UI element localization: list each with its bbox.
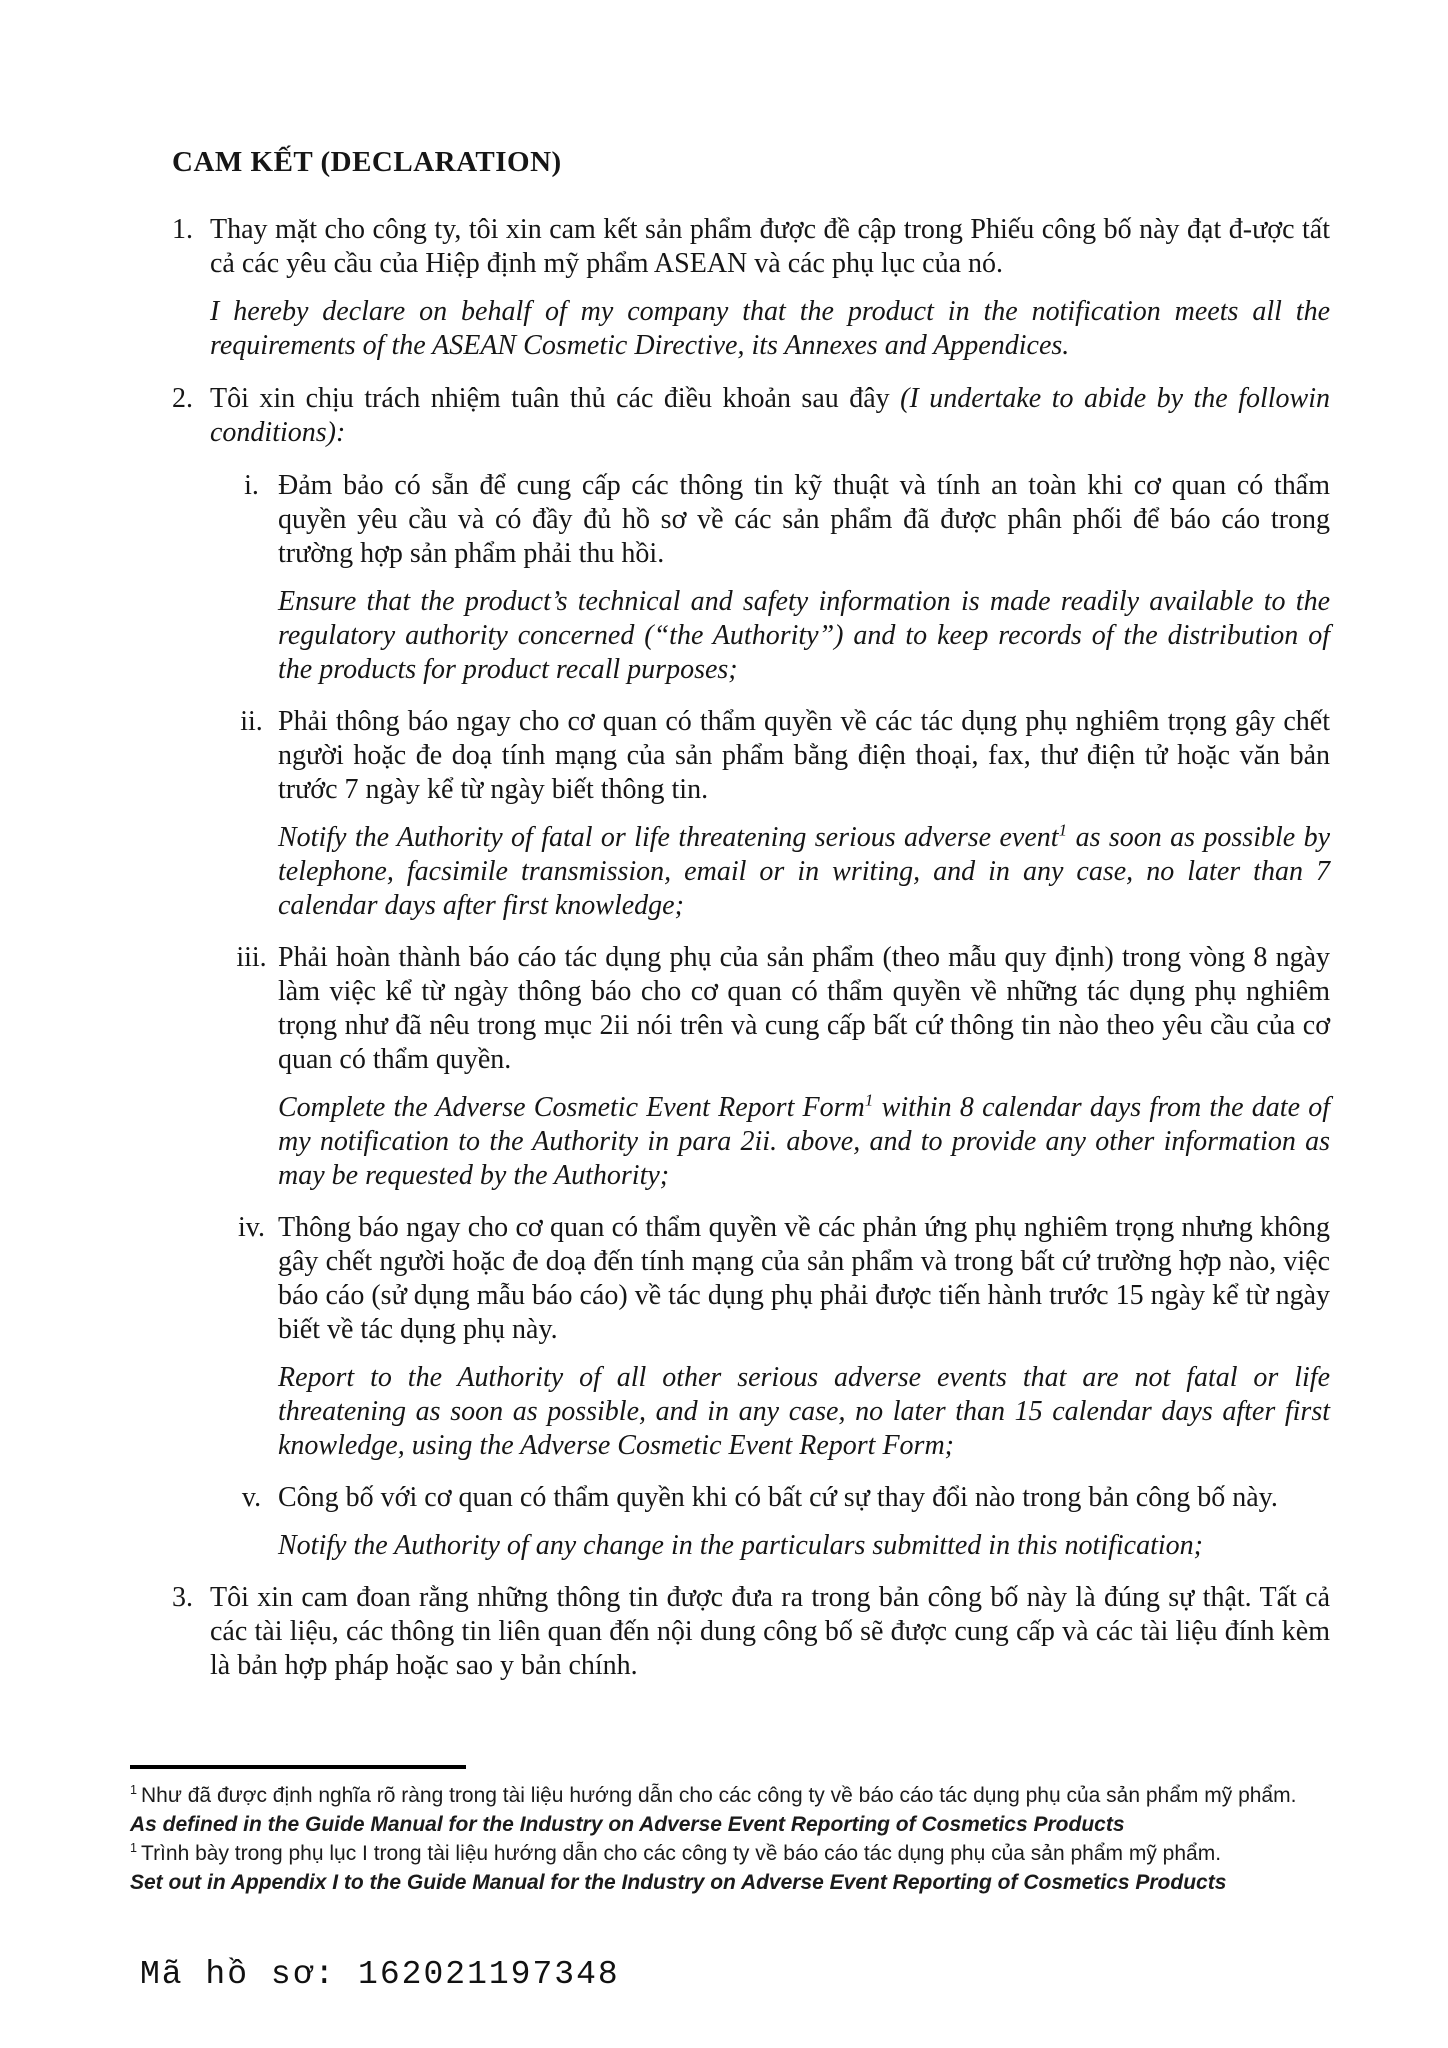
- declaration-item-2: [172, 382, 1330, 464]
- condition-iv-body: [278, 1211, 1330, 1477]
- condition-ii-body: [278, 705, 1330, 937]
- item-1-english-text: I hereby declare on behalf of my company that the product in the notification meets all the requirements of the ASEAN Cosmetic Directive, its Annexes and Appendices.: [210, 296, 1330, 361]
- condition-iii-vietnamese-text: Phải hoàn thành báo cáo tác dụng phụ của sản phẩm (theo mẫu quy định) trong vòng 8 ngày làm việc kể từ ngày thông báo cho cơ quan có thẩm quyền về những tác dụng phụ nghiêm trọng như đã nêu trong mục 2ii nói trên và cung cấp bất cứ thông tin nào theo yêu cầu của cơ quan có thẩm quyền.: [278, 942, 1330, 1075]
- condition-item-i: [225, 469, 1330, 701]
- item-3-marker: 3.: [172, 1582, 193, 1613]
- condition-v-english-text: [278, 1529, 1330, 1563]
- item-1-marker: 1.: [172, 214, 193, 245]
- footnote-1-vietnamese: [130, 1781, 1330, 1810]
- item-3-body: [210, 1581, 1330, 1697]
- condition-i-marker: i.: [244, 470, 259, 501]
- footnote-1-text: Như đã được định nghĩa rõ ràng trong tài liệu hướng dẫn cho các công ty về báo cáo tác dụng phụ của sản phẩm mỹ phẩm.: [141, 1784, 1297, 1807]
- item-1-body: [210, 213, 1330, 377]
- condition-item-iii: [225, 941, 1330, 1207]
- footnote-separator: [130, 1765, 466, 1769]
- footnote-reference: 1: [1058, 820, 1068, 840]
- footnote-2-text: Trình bày trong phụ lục I trong tài liệu hướng dẫn cho các công ty về báo cáo tác dụng phụ của sản phẩm mỹ phẩm.: [141, 1842, 1222, 1865]
- condition-ii-english-rest: as soon as possible by telephone, facsimile transmission, email or in writing, and in any case, no later than 7 calendar days after first knowledge;: [278, 822, 1330, 921]
- condition-v-vietnamese-text: Công bố với cơ quan có thẩm quyền khi có bất cứ sự thay đổi nào trong bản công bố này.: [278, 1482, 1278, 1513]
- item-2-marker: 2.: [172, 383, 193, 414]
- condition-v-body: [278, 1481, 1330, 1577]
- footnote-reference: 1: [864, 1090, 874, 1110]
- condition-iv-marker: iv.: [238, 1212, 265, 1243]
- declaration-item-3: [172, 1581, 1330, 1697]
- file-code: [140, 1958, 620, 1992]
- condition-v-marker: v.: [241, 1482, 262, 1513]
- condition-iv-vietnamese-text: Thông báo ngay cho cơ quan có thẩm quyền về các phản ứng phụ nghiêm trọng nhưng không gây chết người hoặc đe doạ đến tính mạng của sản phẩm và trong bất cứ trường hợp nào, việc báo cáo (sử dụng mẫu báo cáo) về tác dụng phụ phải được tiến hành trước 15 ngày kể từ ngày biết về tác dụng phụ này.: [278, 1212, 1330, 1345]
- item-2-body: [210, 382, 1330, 464]
- condition-item-ii: [225, 705, 1330, 937]
- footnote-section: [130, 1765, 1330, 1897]
- condition-v-english-main: Notify the Authority of any change in the particulars submitted in this notification;: [278, 1530, 1203, 1561]
- condition-i-vietnamese-text: Đảm bảo có sẵn để cung cấp các thông tin kỹ thuật và tính an toàn khi cơ quan có thẩm quyền yêu cầu và có đầy đủ hồ sơ về các sản phẩm đã được phân phối để báo cáo trong trường hợp sản phẩm phải thu hồi.: [278, 470, 1330, 569]
- item-1-vietnamese-text: Thay mặt cho công ty, tôi xin cam kết sản phẩm được đề cập trong Phiếu công bố này đạt đ-ược tất cả các yêu cầu của Hiệp định mỹ phẩm ASEAN và các phụ lục của nó.: [210, 214, 1330, 279]
- condition-i-body: [278, 469, 1330, 701]
- condition-iii-marker: iii.: [236, 942, 267, 973]
- condition-ii-vietnamese-text: Phải thông báo ngay cho cơ quan có thẩm quyền về các tác dụng phụ nghiêm trọng gây chết người hoặc đe doạ tính mạng của sản phẩm bằng điện thoại, fax, thư điện tử hoặc văn bản trước 7 ngày kể từ ngày biết thông tin.: [278, 706, 1330, 805]
- condition-item-v: [225, 1481, 1330, 1577]
- document-title: CAM KẾT (DECLARATION): [172, 146, 562, 178]
- condition-iv-english-text: [278, 1361, 1330, 1463]
- item-3-vietnamese-text: Tôi xin cam đoan rằng những thông tin được đưa ra trong bản công bố này là đúng sự thật. Tất cả các tài liệu, các thông tin liên quan đến nội dung công bố sẽ được cung cấp và các tài liệu đính kèm là bản hợp pháp hoặc sao y bản chính.: [210, 1582, 1330, 1681]
- footnote-2-marker: 1: [130, 1841, 138, 1855]
- item-2-english-inline: (I undertake to abide by the followin conditions):: [210, 383, 1330, 448]
- condition-ii-marker: ii.: [240, 706, 263, 737]
- condition-ii-english-text: [278, 821, 1330, 923]
- condition-iv-english-main: Report to the Authority of all other serious adverse events that are not fatal or life threatening as soon as possible, and in any case, no later than 15 calendar days after first knowledge, using the Adverse Cosmetic Event Report Form;: [278, 1362, 1330, 1461]
- condition-item-iv: [225, 1211, 1330, 1477]
- condition-iii-english-text: [278, 1091, 1330, 1193]
- file-code-value: 162021197348: [358, 1956, 620, 1993]
- condition-ii-english-main: Notify the Authority of fatal or life threatening serious adverse event: [278, 822, 1059, 853]
- condition-iii-body: [278, 941, 1330, 1207]
- condition-i-english-text: [278, 585, 1330, 687]
- item-2-vietnamese-lead: Tôi xin chịu trách nhiệm tuân thủ các điều khoản sau đây: [210, 383, 901, 414]
- condition-iii-english-rest: within 8 calendar days from the date of my notification to the Authority in para 2ii. above, and to provide any other information as may be requested by the Authority;: [278, 1092, 1330, 1191]
- footnote-2-english: Set out in Appendix I to the Guide Manual for the Industry on Adverse Event Reporting of Cosmetics Products: [130, 1871, 1227, 1894]
- footnote-2-vietnamese: [130, 1839, 1330, 1868]
- footnote-1-marker: 1: [130, 1783, 138, 1797]
- condition-i-english-main: Ensure that the product’s technical and safety information is made readily available to the regulatory authority concerned (“the Authority”) and to keep records of the distribution of the products for product recall purposes;: [278, 586, 1330, 685]
- footnote-1-english: As defined in the Guide Manual for the Industry on Adverse Event Reporting of Cosmetics Products: [130, 1813, 1125, 1836]
- declaration-item-1: [172, 213, 1330, 377]
- item-2-lead-text: [210, 382, 1330, 450]
- condition-iii-english-main: Complete the Adverse Cosmetic Event Report Form: [278, 1092, 865, 1123]
- file-code-label: Mã hồ sơ:: [140, 1956, 337, 1993]
